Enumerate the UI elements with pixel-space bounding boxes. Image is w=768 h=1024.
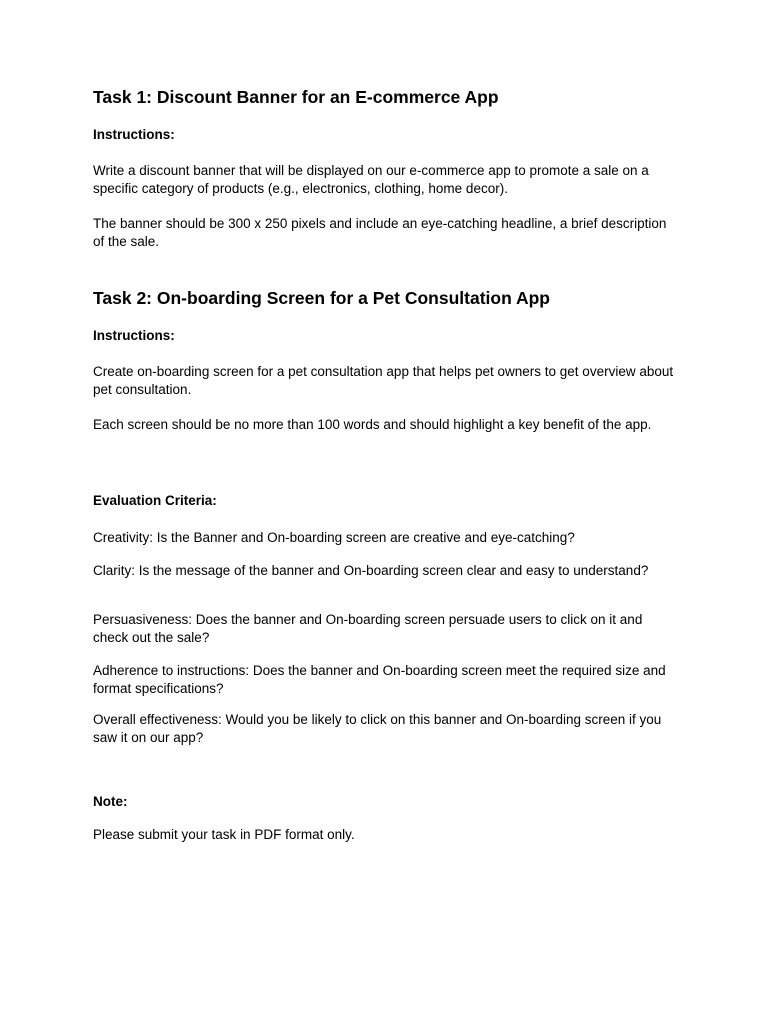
criterion-creativity: Creativity: Is the Banner and On-boarding screen are creative and eye-catching?: [93, 530, 575, 545]
note-label: Note:: [93, 794, 128, 809]
evaluation-criteria-label: Evaluation Criteria:: [93, 493, 217, 508]
note-text: Please submit your task in PDF format only.: [93, 827, 355, 842]
criterion-clarity: Clarity: Is the message of the banner and On-boarding screen clear and easy to understand?: [93, 563, 649, 578]
task1-instructions-label: Instructions:: [93, 127, 175, 142]
task2-paragraph-2: Each screen should be no more than 100 words and should highlight a key benefit of the app.: [93, 417, 652, 432]
criterion-adherence: Adherence to instructions: Does the banner and On-boarding screen meet the required size and format specifications?: [93, 663, 666, 696]
task1-paragraph-2: The banner should be 300 x 250 pixels and include an eye-catching headline, a brief description of the sale.: [93, 216, 667, 249]
task1-paragraph-1: Write a discount banner that will be displayed on our e-commerce app to promote a sale on a specific category of products (e.g., electronics, clothing, home decor).: [93, 163, 649, 196]
criterion-overall-effectiveness: Overall effectiveness: Would you be likely to click on this banner and On-boarding screen if you saw it on our app?: [93, 712, 662, 745]
task2-heading: Task 2: On-boarding Screen for a Pet Consultation App: [93, 288, 550, 308]
task1-heading: Task 1: Discount Banner for an E-commerce App: [93, 87, 499, 107]
task2-paragraph-1: Create on-boarding screen for a pet consultation app that helps pet owners to get overview about pet consultation.: [93, 364, 674, 397]
task2-instructions-label: Instructions:: [93, 328, 175, 343]
criterion-persuasiveness: Persuasiveness: Does the banner and On-boarding screen persuade users to click on it and check out the sale?: [93, 612, 643, 645]
